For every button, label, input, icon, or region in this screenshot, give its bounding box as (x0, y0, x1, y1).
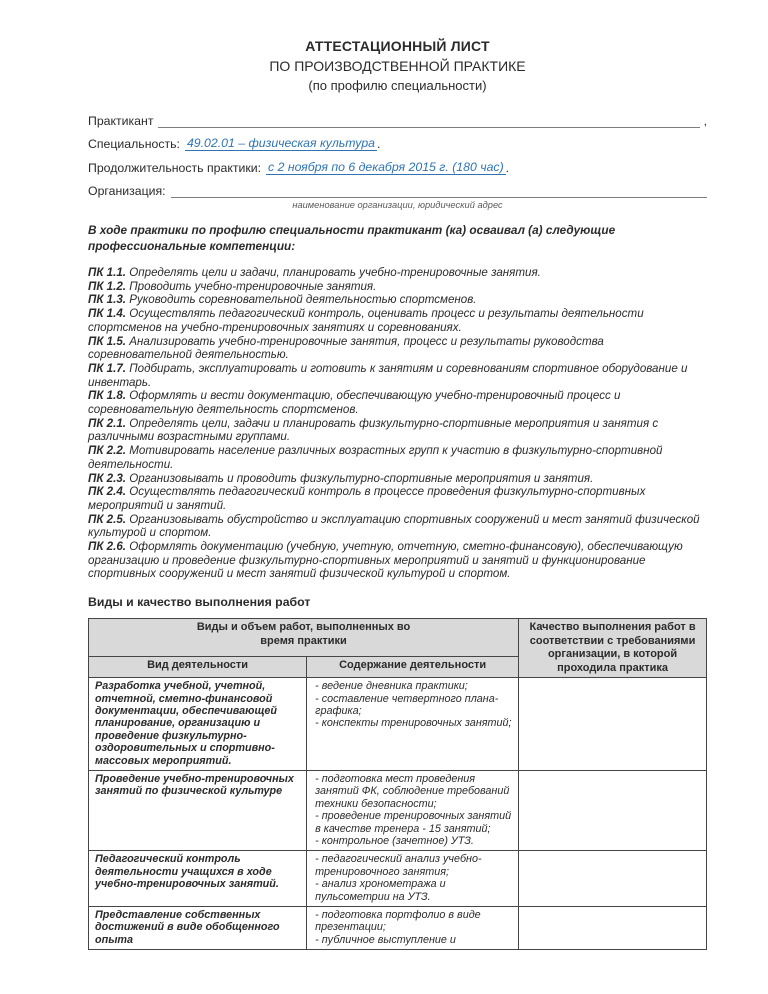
competency-code: ПК 1.2. (88, 279, 127, 293)
specialty-label: Специальность: (88, 137, 180, 151)
competency-text: Осуществлять педагогический контроль в процессе проведения физкультурно-спортивных мероприятий и занятий. (88, 485, 646, 512)
duration-suffix: . (505, 160, 510, 175)
competency-item (88, 389, 707, 416)
duration-label: Продолжительность практики: (88, 160, 262, 175)
competency-text: Организовывать обустройство и эксплуатацию спортивных сооружений и мест занятий физической культурой и спортом. (88, 512, 700, 540)
competency-item (88, 293, 707, 307)
activity-cell: Педагогический контроль деятельности учащихся в ходе учебно-тренировочных занятий. (89, 851, 307, 907)
field-praktikant (88, 104, 707, 128)
competency-text: Проводить учебно-тренировочные занятия. (129, 279, 377, 293)
competency-code: ПК 2.6. (88, 540, 127, 554)
works-section-heading: Виды и качество выполнения работ (88, 595, 311, 610)
header-quality: Качество выполнения работ в соответствии с требованиями организации, в которой проходила практика (519, 619, 707, 678)
content-cell (307, 851, 519, 907)
quality-cell (519, 771, 707, 851)
competency-text: Руководить соревновательной деятельностью спортсменов. (129, 293, 477, 307)
organization-caption: наименование организации, юридический адрес (292, 200, 503, 210)
competency-item (88, 266, 707, 280)
intro-paragraph: В ходе практики по профилю специальности практикант (ка) осваивал (а) следующие профессиональные компетенции: (88, 223, 616, 253)
competency-text: Оформлять и вести документацию, обеспечивающую учебно-тренировочный процесс и соревновательную деятельность спортсменов. (88, 389, 621, 417)
organization-blank-line (171, 185, 707, 198)
content-line: - составление четвертного плана-графика; (315, 692, 499, 717)
competency-list (88, 266, 707, 581)
competency-code: ПК 1.8. (88, 389, 127, 403)
field-duration (88, 151, 707, 175)
activity-cell: Разработка учебной, учетной, отчетной, сметно-финансовой документации, обеспечивающей планирование, организацию и проведение физкультурно-оздоровительных и спортивно-массовых мероприятий. (89, 678, 307, 771)
competency-text: Анализировать учебно-тренировочные занятия, процесс и результаты руководства соревновательной деятельностью. (88, 334, 604, 362)
table-row (89, 907, 707, 950)
quality-cell (519, 678, 707, 771)
competency-code: ПК 2.3. (88, 471, 127, 485)
specialty-suffix: . (377, 137, 381, 151)
competency-text: Осуществлять педагогический контроль, оценивать процесс и результаты деятельности спортсменов на учебно-тренировочных занятиях и соревнованиях. (88, 307, 644, 334)
competency-text: Организовывать и проводить физкультурно-спортивные мероприятия и занятия. (129, 471, 594, 485)
praktikant-blank-line (158, 115, 699, 128)
competency-code: ПК 2.4. (88, 485, 127, 499)
content-line: - публичное выступление и (315, 933, 456, 946)
competency-text: Определять цели и задачи, планировать учебно-тренировочные занятия. (129, 266, 541, 279)
competency-item (88, 444, 707, 471)
header-activity-type: Вид деятельности (89, 656, 307, 678)
competency-item (88, 485, 707, 512)
field-specialty (88, 128, 707, 152)
content-line: - подготовка мест проведения занятий ФК, соблюдение требований техники безопасности; (315, 773, 510, 810)
title-line-1: АТТЕСТАЦИОННЫЙ ЛИСТ (305, 38, 490, 54)
content-cell (307, 907, 519, 950)
competency-code: ПК 2.5. (88, 512, 127, 526)
table-row (89, 678, 707, 771)
table-row (89, 851, 707, 907)
competency-item (88, 307, 707, 334)
title-line-2: ПО ПРОИЗВОДСТВЕННОЙ ПРАКТИКЕ (269, 58, 526, 74)
activity-cell: Проведение учебно-тренировочных занятий по физической культуре (89, 771, 307, 851)
content-line: - анализ хронометража и пульсометрии на УТЗ. (315, 878, 446, 903)
competency-code: ПК 2.1. (88, 416, 127, 430)
header-activity-content: Содержание деятельности (307, 656, 519, 678)
content-line: - конспекты тренировочных занятий; (315, 717, 512, 730)
competency-item (88, 335, 707, 362)
competency-item (88, 540, 707, 581)
praktikant-suffix: , (703, 113, 707, 128)
works-table (88, 618, 707, 950)
content-line: - контрольное (зачетное) УТЗ. (315, 835, 474, 848)
quality-cell (519, 907, 707, 950)
competency-item (88, 472, 707, 486)
competency-item (88, 362, 707, 389)
content-cell (307, 678, 519, 771)
competency-code: ПК 1.3. (88, 293, 127, 307)
content-line: - проведение тренировочных занятий в качестве тренера - 15 занятий; (315, 810, 512, 835)
competency-item (88, 280, 707, 294)
header-fields (88, 104, 707, 210)
competency-text: Мотивировать население различных возрастных групп к участию в физкультурно-спортивной деятельности. (88, 444, 663, 471)
header-works-volume: Виды и объем работ, выполненных во время практики (89, 619, 519, 656)
praktikant-label: Практикант (88, 113, 154, 128)
competency-code: ПК 1.1. (88, 266, 127, 279)
organization-label: Организация: (88, 184, 166, 198)
duration-value: с 2 ноября по 6 декабря 2015 г. (180 час) (268, 159, 504, 174)
competency-code: ПК 1.7. (88, 361, 127, 375)
competency-item (88, 417, 707, 444)
specialty-value: 49.02.01 – физическая культура (186, 136, 376, 150)
document-title (88, 36, 707, 96)
competency-text: Оформлять документацию (учебную, учетную, отчетную, сметно-финансовую), обеспечивающую организацию и проведение физкультурно-спортивных мероприятий и занятий и функционирование спортивных сооружений и мест занятий физической культурой и спортом. (88, 540, 683, 581)
content-line: - педагогический анализ учебно-тренировочного занятия; (315, 853, 482, 878)
table-header-row-1 (89, 619, 707, 656)
title-line-3: (по профилю специальности) (308, 78, 487, 93)
competency-code: ПК 1.4. (88, 307, 127, 321)
content-cell (307, 771, 519, 851)
table-row (89, 771, 707, 851)
field-organization (88, 175, 707, 199)
activity-cell: Представление собственных достижений в виде обобщенного опыта (89, 907, 307, 950)
competency-text: Подбирать, эксплуатировать и готовить к занятиям и соревнованиям спортивное оборудование и инвентарь. (88, 361, 688, 389)
content-line: - подготовка портфолио в виде презентации; (315, 909, 481, 934)
competency-code: ПК 1.5. (88, 334, 127, 348)
competency-code: ПК 2.2. (88, 444, 127, 458)
quality-cell (519, 851, 707, 907)
content-line: - ведение дневника практики; (315, 680, 468, 693)
competency-item (88, 513, 707, 540)
competency-text: Определять цели, задачи и планировать физкультурно-спортивные мероприятия и занятия с различными возрастными группами. (88, 416, 659, 444)
